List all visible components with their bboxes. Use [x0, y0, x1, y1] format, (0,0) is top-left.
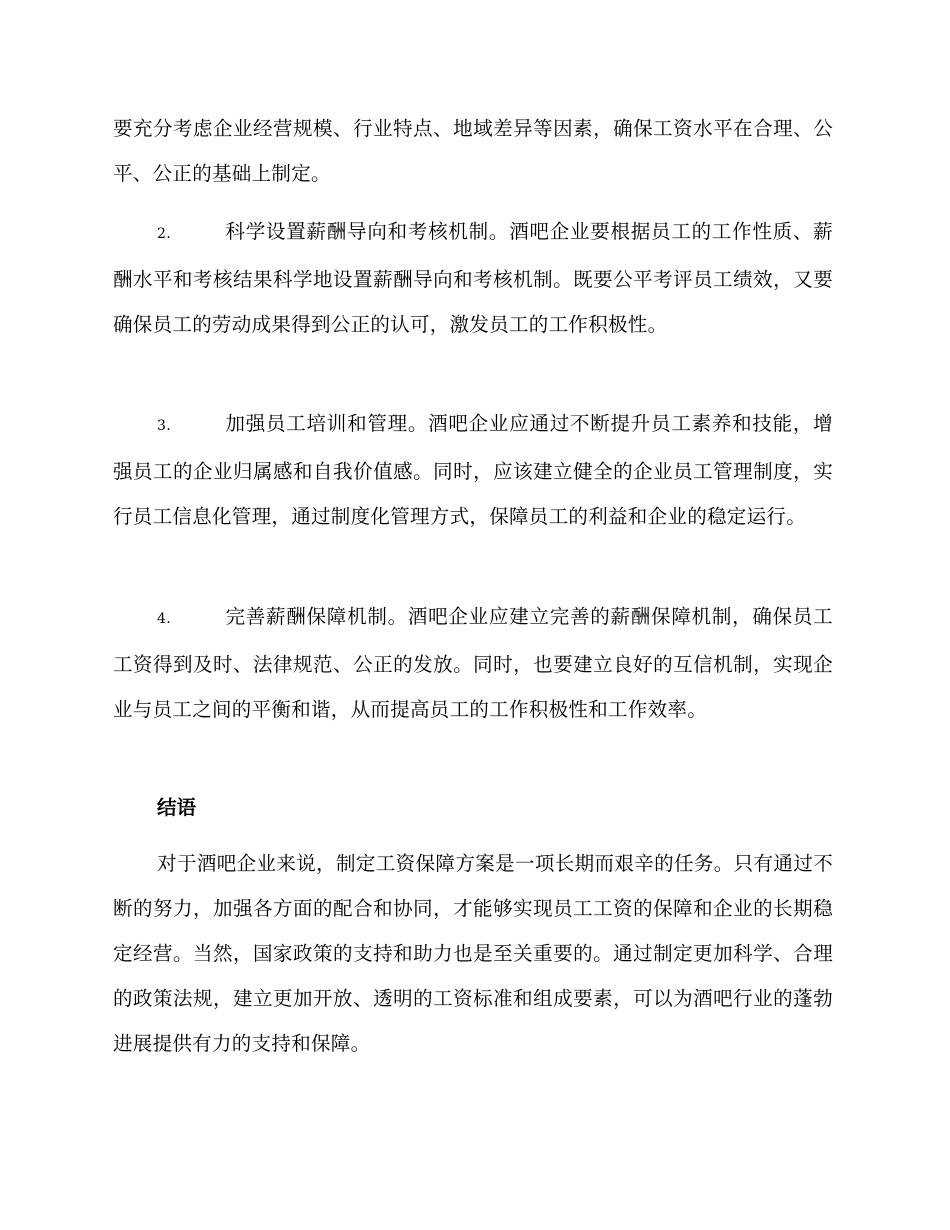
list-item-text: 完善薪酬保障机制。酒吧企业应建立完善的薪酬保障机制，确保员工工资得到及时、法律规范、公正的发放。同时，也要建立良好的互信机制，实现企业与员工之间的平衡和谐，从而提高员工的工作积极性和工作效率。: [113, 605, 833, 721]
list-item-4: [113, 594, 833, 732]
conclusion-heading: 结语: [157, 796, 197, 819]
list-item-number: 2.: [157, 226, 171, 242]
list-item-text: 加强员工培训和管理。酒吧企业应通过不断提升员工素养和技能，增强员工的企业归属感和自我价值感。同时，应该建立健全的企业员工管理制度，实行员工信息化管理，通过制度化管理方式，保障员工的利益和企业的稳定运行。: [113, 412, 833, 528]
list-item-number: 3.: [157, 418, 171, 434]
intro-paragraph: 要充分考虑企业经营规模、行业特点、地域差异等因素，确保工资水平在合理、公平、公正的基础上制定。: [113, 117, 833, 185]
list-item-text: 科学设置薪酬导向和考核机制。酒吧企业要根据员工的工作性质、薪酬水平和考核结果科学地设置薪酬导向和考核机制。既要公平考评员工绩效，又要确保员工的劳动成果得到公正的认可，激发员工的工作积极性。: [113, 220, 833, 336]
conclusion-paragraph: [113, 841, 833, 1066]
list-item-2: [113, 209, 833, 347]
list-item-number: 4.: [157, 611, 171, 627]
conclusion-text: 对于酒吧企业来说，制定工资保障方案是一项长期而艰辛的任务。只有通过不断的努力，加强各方面的配合和协同，才能够实现员工工资的保障和企业的长期稳定经营。当然，国家政策的支持和助力也是至关重要的。通过制定更加科学、合理的政策法规，建立更加开放、透明的工资标准和组成要素，可以为酒吧行业的蓬勃进展提供有力的支持和保障。: [113, 852, 833, 1055]
list-item-3: [113, 401, 833, 539]
